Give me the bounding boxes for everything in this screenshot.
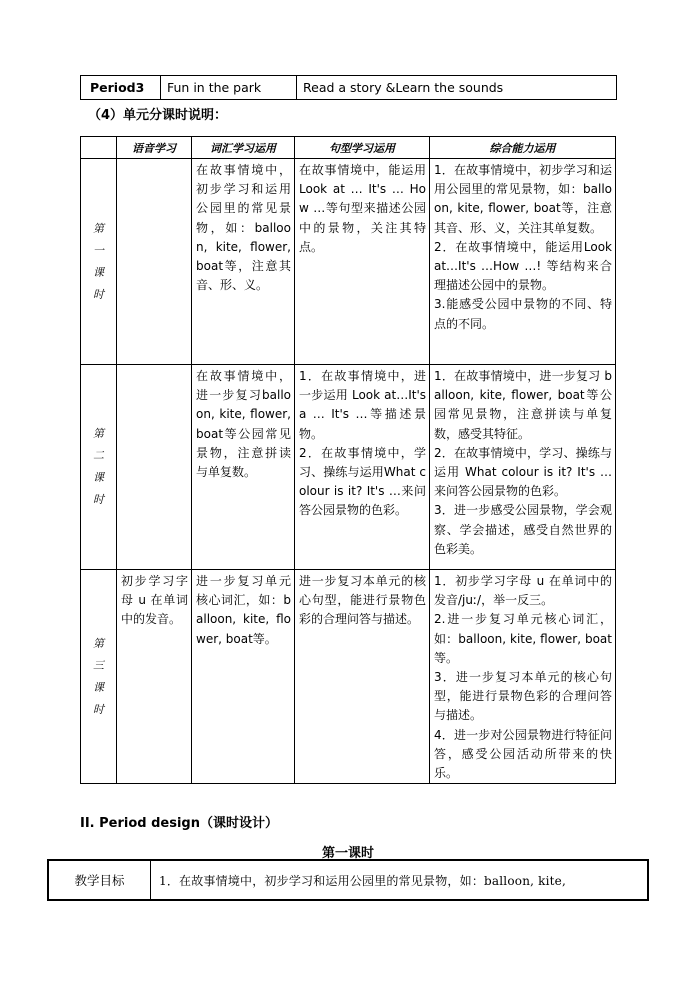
ability-item: 3．进一步复习本单元的核心句型，能进行景物色彩的合理问答与描述。 bbox=[434, 670, 612, 723]
phonics-cell bbox=[117, 365, 192, 570]
phonics-cell bbox=[117, 159, 192, 365]
ability-item: 2．在故事情境中，能运用Look at…It's …How …! 等结构来合理描述公园中的景物。 bbox=[434, 239, 612, 293]
row-label: 第三课时 bbox=[81, 570, 117, 784]
sentence-cell bbox=[295, 365, 430, 570]
row-label: 第一课时 bbox=[81, 159, 117, 365]
ability-item: 2.进一步复习单元核心词汇，如：balloon, kite, flower, boat等。 bbox=[434, 612, 612, 665]
period-number: Period3 bbox=[81, 76, 161, 99]
sentence-item: 1．在故事情境中，进一步运用 Look at…It's a … It's …等描述景物。 bbox=[299, 369, 426, 441]
ability-cell bbox=[430, 570, 616, 784]
table-header-row bbox=[81, 137, 616, 159]
row-label: 第二课时 bbox=[81, 365, 117, 570]
table-row bbox=[81, 365, 616, 570]
ability-item: 2．在故事情境中，学习、操练与运用 What colour is it? It's …来问答公园景物的色彩。 bbox=[434, 445, 612, 499]
sentence-cell: 进一步复习本单元的核心句型，能进行景物色彩的合理问答与描述。 bbox=[295, 570, 430, 784]
ability-item: 1．初步学习字母 u 在单词中的发音/juː/，举一反三。 bbox=[434, 574, 612, 608]
period-content: Read a story &Learn the sounds bbox=[303, 80, 504, 95]
unit-section-heading: （4）单元分课时说明： bbox=[88, 108, 228, 123]
objectives-table bbox=[47, 859, 649, 901]
sentence-cell: 在故事情境中，能运用 Look at … It's … How …等句型来描述公园中的景物，关注其特点。 bbox=[295, 159, 430, 365]
vocab-cell: 在故事情境中，初步学习和运用公园里的常见景物，如：balloon, kite, flower, boat等，注意其音、形、义。 bbox=[192, 159, 295, 365]
ability-item: 1．在故事情境中，初步学习和运用公园里的常见景物，如：balloon, kite, flower, boat等，注意其音、形、义，关注其单复数。 bbox=[434, 163, 612, 235]
table-row bbox=[81, 570, 616, 784]
header-ability: 综合能力运用 bbox=[430, 137, 616, 159]
lesson-title: 第一课时 bbox=[321, 846, 374, 861]
period-design-heading: II. Period design（课时设计） bbox=[80, 816, 278, 831]
header-vocab: 词汇学习运用 bbox=[192, 137, 295, 159]
header-phonics: 语音学习 bbox=[117, 137, 192, 159]
period-row bbox=[80, 75, 617, 100]
period-topic: Fun in the park bbox=[161, 76, 297, 99]
header-blank bbox=[81, 137, 117, 159]
objectives-label: 教学目标 bbox=[49, 861, 151, 899]
ability-cell bbox=[430, 365, 616, 570]
vocab-cell: 在故事情境中，进一步复习balloon, kite, flower, boat等公园常见景物，注意拼读与单复数。 bbox=[192, 365, 295, 570]
phonics-cell: 初步学习字母 u 在单词中的发音。 bbox=[117, 570, 192, 784]
sentence-item: 2．在故事情境中，学习、操练与运用What colour is it? It's …来问答公园景物的色彩。 bbox=[299, 445, 426, 518]
lesson-breakdown-table bbox=[80, 136, 616, 784]
ability-item: 1．在故事情境中，进一步复习 balloon, kite, flower, boat等公园常见景物，注意拼读与单复数，感受其特征。 bbox=[434, 369, 612, 441]
ability-item: 4．进一步对公园景物进行特征问答，感受公园活动所带来的快乐。 bbox=[434, 727, 612, 781]
table-row bbox=[81, 159, 616, 365]
vocab-cell: 进一步复习单元核心词汇，如：balloon, kite, flower, boat等。 bbox=[192, 570, 295, 784]
ability-item: 3.能感受公园中景物的不同、特点的不同。 bbox=[434, 297, 612, 331]
header-sentence: 句型学习运用 bbox=[295, 137, 430, 159]
ability-item: 3．进一步感受公园景物，学会观察、学会描述，感受自然世界的色彩美。 bbox=[434, 503, 612, 556]
objectives-text: 1．在故事情境中，初步学习和运用公园里的常见景物，如：balloon, kite, bbox=[159, 873, 567, 888]
ability-cell bbox=[430, 159, 616, 365]
